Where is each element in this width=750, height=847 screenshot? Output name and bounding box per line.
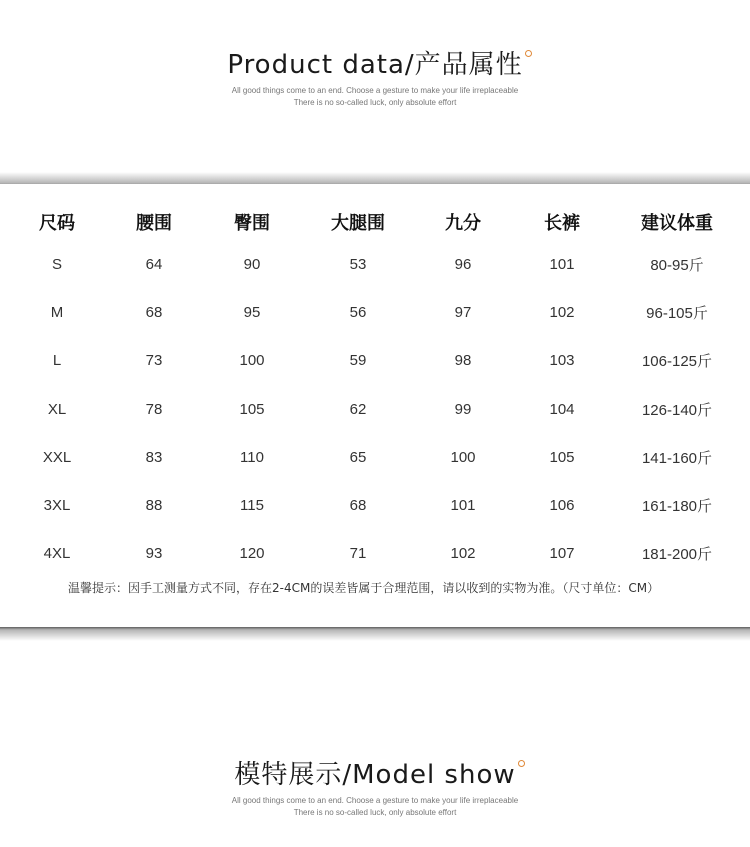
cell-size: 3XL <box>43 497 71 515</box>
measurement-note: 温馨提示：因手工测量方式不同，存在2-4CM的误差皆属于合理范围，请以收到的实物为准。（尺寸单位：CM） <box>68 581 660 595</box>
cell-full-length: 106 <box>549 497 575 515</box>
cell-size: M <box>50 303 64 321</box>
cell-size: L <box>52 352 62 370</box>
cell-weight: 106-125斤 <box>641 353 713 371</box>
cell-thigh: 62 <box>349 400 367 418</box>
cell-ninth-length: 98 <box>454 352 472 370</box>
size-table <box>8 204 742 578</box>
header-thigh: 大腿围 <box>331 213 385 234</box>
cell-ninth-length: 99 <box>454 400 472 418</box>
cell-weight: 141-160斤 <box>641 449 713 467</box>
section-title: Product data/产品属性 <box>227 50 523 80</box>
cell-full-length: 103 <box>549 352 575 370</box>
cell-waist: 68 <box>145 303 163 321</box>
table-row <box>8 385 742 433</box>
cell-hip: 105 <box>239 400 265 418</box>
table-row <box>8 337 742 385</box>
subtitle-line-1: All good things come to an end. Choose a gesture to make your life irreplaceable <box>231 796 519 805</box>
table-header-row <box>8 204 742 240</box>
section-title: 模特展示/Model show <box>234 760 516 790</box>
cell-waist: 78 <box>145 400 163 418</box>
cell-full-length: 104 <box>549 400 575 418</box>
cell-size: XXL <box>42 448 72 466</box>
header-size: 尺码 <box>39 213 75 234</box>
cell-ninth-length: 97 <box>454 303 472 321</box>
cell-full-length: 101 <box>549 255 575 273</box>
cell-ninth-length: 100 <box>450 448 476 466</box>
cell-hip: 115 <box>240 497 264 515</box>
cell-hip: 110 <box>240 448 264 466</box>
cell-ninth-length: 102 <box>450 545 476 563</box>
cell-size: S <box>51 255 62 273</box>
cell-waist: 73 <box>145 352 163 370</box>
cell-waist: 64 <box>145 255 163 273</box>
cell-weight: 96-105斤 <box>646 304 708 322</box>
cell-waist: 83 <box>145 448 163 466</box>
cell-thigh: 59 <box>349 352 367 370</box>
cell-full-length: 107 <box>549 545 575 563</box>
cell-size: XL <box>47 400 67 418</box>
subtitle-line-2: There is no so-called luck, only absolute effort <box>293 98 457 107</box>
subtitle-line-2: There is no so-called luck, only absolute effort <box>293 808 457 817</box>
cell-ninth-length: 96 <box>454 255 472 273</box>
header-hip: 臀围 <box>234 213 270 234</box>
title-wrap <box>227 46 522 84</box>
header-suggested-weight: 建议体重 <box>641 213 713 234</box>
cell-thigh: 71 <box>349 545 367 563</box>
cell-weight: 126-140斤 <box>641 401 713 419</box>
header-waist: 腰围 <box>136 213 172 234</box>
table-row <box>8 288 742 336</box>
circle-dot-icon <box>525 50 532 57</box>
cell-waist: 93 <box>145 545 163 563</box>
cell-waist: 88 <box>145 497 163 515</box>
panel-shadow-bottom <box>0 627 750 641</box>
header-ninth-length: 九分 <box>445 213 481 234</box>
model-show-header <box>0 756 750 818</box>
product-data-header <box>0 46 750 108</box>
cell-weight: 161-180斤 <box>641 498 713 516</box>
cell-thigh: 53 <box>349 255 367 273</box>
title-wrap <box>234 756 515 794</box>
table-row <box>8 481 742 529</box>
cell-full-length: 102 <box>549 303 575 321</box>
cell-hip: 100 <box>239 352 265 370</box>
cell-ninth-length: 101 <box>450 497 476 515</box>
cell-size: 4XL <box>43 545 71 563</box>
cell-thigh: 65 <box>349 448 367 466</box>
table-row <box>8 433 742 481</box>
cell-hip: 90 <box>243 255 261 273</box>
circle-dot-icon <box>518 760 525 767</box>
subtitle-line-1: All good things come to an end. Choose a gesture to make your life irreplaceable <box>231 86 519 95</box>
cell-weight: 181-200斤 <box>641 546 713 564</box>
cell-thigh: 56 <box>349 303 367 321</box>
cell-full-length: 105 <box>549 448 575 466</box>
table-row <box>8 530 742 578</box>
cell-hip: 95 <box>243 303 261 321</box>
cell-thigh: 68 <box>349 497 367 515</box>
cell-hip: 120 <box>239 545 265 563</box>
cell-weight: 80-95斤 <box>650 256 704 274</box>
table-row <box>8 240 742 288</box>
header-full-length: 长裤 <box>544 213 580 234</box>
